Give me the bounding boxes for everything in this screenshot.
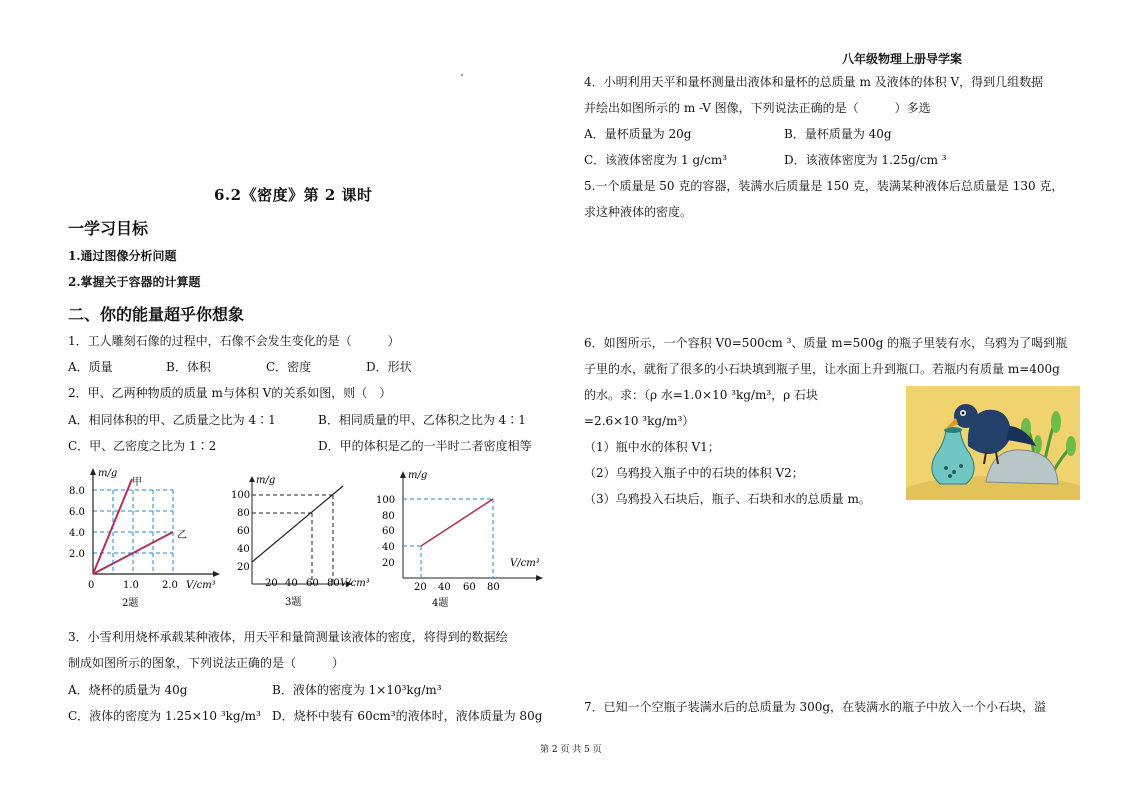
- lesson-title: 6.2《密度》第 2 课时: [214, 186, 373, 204]
- g3-ytick: 80: [237, 508, 250, 519]
- graph-q4: [370, 466, 555, 612]
- q1-option-a: A．质量: [68, 360, 113, 374]
- q6-line3: 的水。求：（ρ 水=1.0×10 ³kg/m³，ρ 石块: [584, 388, 819, 402]
- goal-2: 2.掌握关于容器的计算题: [68, 275, 201, 289]
- q6-sub-1: （1）瓶中水的体积 V1；: [584, 440, 720, 454]
- g3-caption: 3题: [285, 597, 302, 608]
- q2-stem: 2．甲、乙两种物质的质量 m与体积 V的关系如图，则（ ）: [68, 386, 392, 400]
- q5-line2: 求这种液体的密度。: [584, 205, 693, 219]
- q2-option-b: B．相同质量的甲、乙体积之比为 4∶1: [318, 413, 526, 427]
- g2-xlabel: V/cm³: [186, 580, 216, 591]
- g2-ytick: 4.0: [69, 528, 85, 539]
- goal-1: 1.通过图像分析问题: [68, 249, 177, 263]
- q1-option-b: B．体积: [166, 360, 211, 374]
- g2-label-jia: 甲: [132, 477, 142, 488]
- page-number: 第 2 页 共 5 页: [540, 745, 602, 755]
- q3-option-b: B．液体的密度为 1×10³kg/m³: [272, 683, 442, 697]
- q3-option-d: D．烧杯中装有 60cm³的液体时，液体质量为 80g: [272, 709, 543, 723]
- q1-option-c: C．密度: [266, 360, 312, 374]
- graph-q3: [230, 470, 370, 612]
- q6-sub-2: （2）乌鸦投入瓶子中的石块的体积 V2；: [584, 466, 804, 480]
- q6-line1: 6．如图所示，一个容积 V0=500cm ³、质量 m=500g 的瓶子里装有水，乌鸦为了喝到瓶: [584, 336, 1068, 350]
- g3-xtick: 60: [306, 578, 319, 589]
- section-learning-goals: 一学习目标: [68, 219, 149, 238]
- g3-ylabel: m/g: [256, 475, 276, 486]
- g3-ytick: 60: [237, 526, 250, 537]
- q4-option-b: B．量杯质量为 40g: [784, 127, 892, 141]
- q6-line4: =2.6×10 ³kg/m³）: [584, 414, 695, 428]
- q4-line1: 4．小明利用天平和量杯测量出液体和量杯的总质量 m 及液体的体积 V，得到几组数据: [584, 75, 1044, 89]
- g3-ytick: 100: [231, 490, 251, 501]
- q4-option-c: C．该液体密度为 1 g/cm³: [584, 153, 728, 167]
- g2-xtick: 2.0: [162, 580, 178, 591]
- g4-xtick: 80: [487, 582, 500, 593]
- g3-xtick: 80: [327, 578, 340, 589]
- section-exercises: 二、你的能量超乎你想象: [68, 305, 245, 324]
- q7-line1: 7．已知一个空瓶子装满水后的总质量为 300g，在装满水的瓶子中放入一个小石块，溢: [584, 700, 1047, 714]
- g4-ytick: 40: [382, 542, 395, 553]
- q3-option-c: C．液体的密度为 1.25×10 ³kg/m³: [68, 709, 261, 723]
- g2-label-yi: 乙: [177, 530, 187, 541]
- crow-pitcher-illustration: [906, 386, 1080, 500]
- q1-stem: 1．工人雕刻石像的过程中，石像不会发生变化的是（ ）: [68, 334, 400, 348]
- q3-stem-line2: 制成如图所示的图象，下列说法正确的是（ ）: [68, 656, 345, 670]
- g4-caption: 4题: [432, 598, 449, 609]
- q4-line2: 并绘出如图所示的 m -V 图像，下列说法正确的是（ ）多选: [584, 101, 931, 115]
- g4-ytick: 60: [382, 526, 395, 537]
- q3-stem-line1: 3．小雪利用烧杯承载某种液体，用天平和量筒测量该液体的密度，将得到的数据绘: [68, 630, 508, 644]
- q2-option-c: C．甲、乙密度之比为 1∶2: [68, 439, 217, 453]
- g3-ytick: 20: [237, 562, 250, 573]
- g2-caption: 2题: [122, 598, 139, 609]
- q4-option-d: D．该液体密度为 1.25g/cm ³: [784, 153, 947, 167]
- g2-ytick: 6.0: [69, 507, 85, 518]
- q3-option-a: A．烧杯的质量为 40g: [68, 683, 188, 697]
- line-q4: [421, 499, 493, 546]
- g4-xtick: 40: [438, 582, 451, 593]
- g2-ytick: 2.0: [69, 549, 85, 560]
- g4-xtick: 20: [414, 582, 427, 593]
- g2-ytick: 8.0: [69, 486, 85, 497]
- g4-ytick: 80: [382, 511, 395, 522]
- g3-xlabel: V/cm³: [340, 578, 370, 589]
- g4-ylabel: m/g: [408, 470, 428, 481]
- q2-option-d: D．甲的体积是乙的一半时二者密度相等: [318, 439, 532, 453]
- q5-line1: 5.一个质量是 50 克的容器，装满水后质量是 150 克，装满某种液体后总质量是 130 克，: [584, 179, 1064, 193]
- header-title: 八年级物理上册导学案: [842, 52, 963, 66]
- g4-ytick: 100: [376, 495, 396, 506]
- q1-option-d: D．形状: [366, 360, 412, 374]
- g3-xtick: 40: [285, 578, 298, 589]
- g4-xtick: 60: [463, 582, 476, 593]
- q6-sub-3: （3）乌鸦投入石块后，瓶子、石块和水的总质量 m。: [584, 492, 871, 506]
- g2-ylabel: m/g: [98, 468, 118, 479]
- line-q3: [252, 486, 343, 562]
- q4-option-a: A．量杯质量为 20g: [584, 127, 692, 141]
- g2-origin: 0: [88, 580, 95, 591]
- g3-xtick: 20: [265, 578, 278, 589]
- g4-ytick: 20: [382, 558, 395, 569]
- graph-q2: [66, 462, 226, 612]
- g3-ytick: 40: [237, 544, 250, 555]
- g2-xtick: 1.0: [123, 580, 139, 591]
- dot-mark: [461, 74, 463, 76]
- q2-option-a: A．相同体积的甲、乙质量之比为 4∶1: [68, 413, 276, 427]
- q6-line2: 子里的水，就衔了很多的小石块填到瓶子里，让水面上升到瓶口。若瓶内有质量 m=400g: [584, 362, 1060, 376]
- g4-xlabel: V/cm³: [510, 558, 540, 569]
